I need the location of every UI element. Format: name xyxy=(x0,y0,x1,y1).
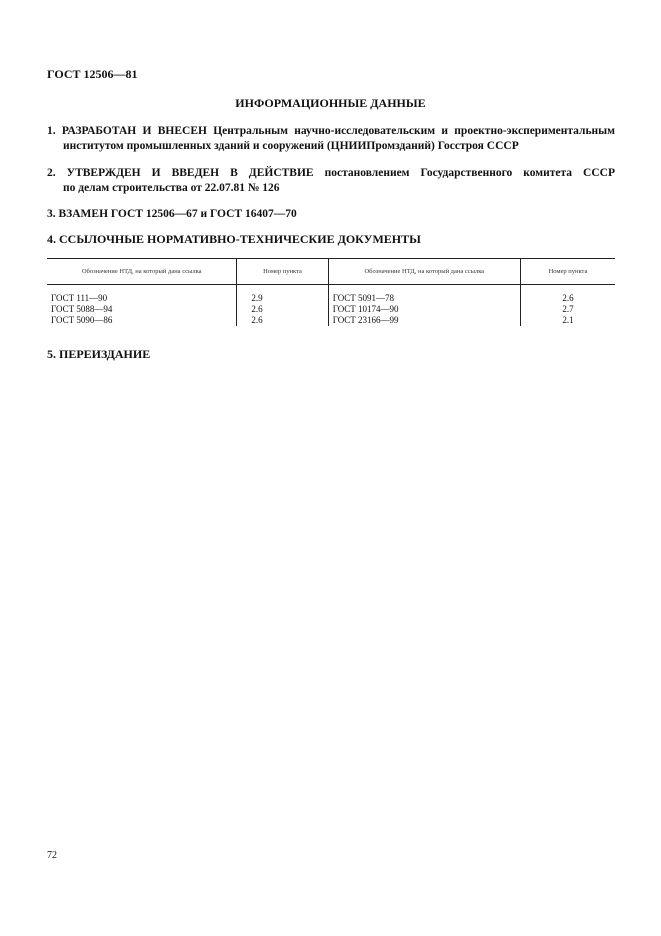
table-cell: 2.6 xyxy=(237,315,328,326)
document-code: ГОСТ 12506—81 xyxy=(47,67,138,81)
info-item-references: 4. ССЫЛОЧНЫЕ НОРМАТИВНО-ТЕХНИЧЕСКИЕ ДОКУМЕНТЫ xyxy=(47,232,421,246)
table-header-row xyxy=(47,259,615,285)
table-cell: 2.9 xyxy=(237,285,328,305)
header-doc-designation: Обозначение НТД, на который дана ссылка xyxy=(47,259,237,285)
table-row xyxy=(47,315,615,326)
table-row xyxy=(47,304,615,315)
header-clause-number: Номер пункта xyxy=(520,259,615,285)
table-cell: 2.6 xyxy=(237,304,328,315)
table-cell: ГОСТ 5091—78 xyxy=(328,285,520,305)
info-item-reissue: 5. ПЕРЕИЗДАНИЕ xyxy=(47,347,151,361)
table-cell: ГОСТ 111—90 xyxy=(51,293,108,303)
info-item-approved-line1: 2. УТВЕРЖДЕН И ВВЕДЕН В ДЕЙСТВИЕ постановлением Государственного комитета СССР xyxy=(47,167,615,179)
section-heading: ИНФОРМАЦИОННЫЕ ДАННЫЕ xyxy=(235,96,426,110)
info-item-developed xyxy=(47,124,615,154)
table-cell: ГОСТ 5090—86 xyxy=(51,315,113,325)
table-cell: 2.7 xyxy=(520,304,615,315)
info-item-approved xyxy=(47,166,615,196)
page-number: 72 xyxy=(47,850,57,861)
reference-documents-table xyxy=(47,258,615,326)
header-doc-designation: Обозначение НТД, на который дана ссылка xyxy=(328,259,520,285)
table-cell: 2.1 xyxy=(520,315,615,326)
header-clause-number: Номер пункта xyxy=(237,259,328,285)
table-cell: ГОСТ 23166—99 xyxy=(328,315,520,326)
table-cell: ГОСТ 10174—90 xyxy=(328,304,520,315)
info-item-developed-line2: институтом промышленных зданий и сооружений (ЦНИИПромзданий) Госстроя СССР xyxy=(63,140,519,152)
info-item-replaces: 3. ВЗАМЕН ГОСТ 12506—67 и ГОСТ 16407—70 xyxy=(47,208,297,220)
table-row xyxy=(47,285,615,305)
table-cell: 2.6 xyxy=(520,285,615,305)
info-item-approved-line2: по делам строительства от 22.07.81 № 126 xyxy=(63,182,280,194)
info-item-developed-line1: 1. РАЗРАБОТАН И ВНЕСЕН Центральным научно-исследовательским и проектно-экспериментальным xyxy=(47,125,615,137)
table-cell: ГОСТ 5088—94 xyxy=(51,304,113,314)
